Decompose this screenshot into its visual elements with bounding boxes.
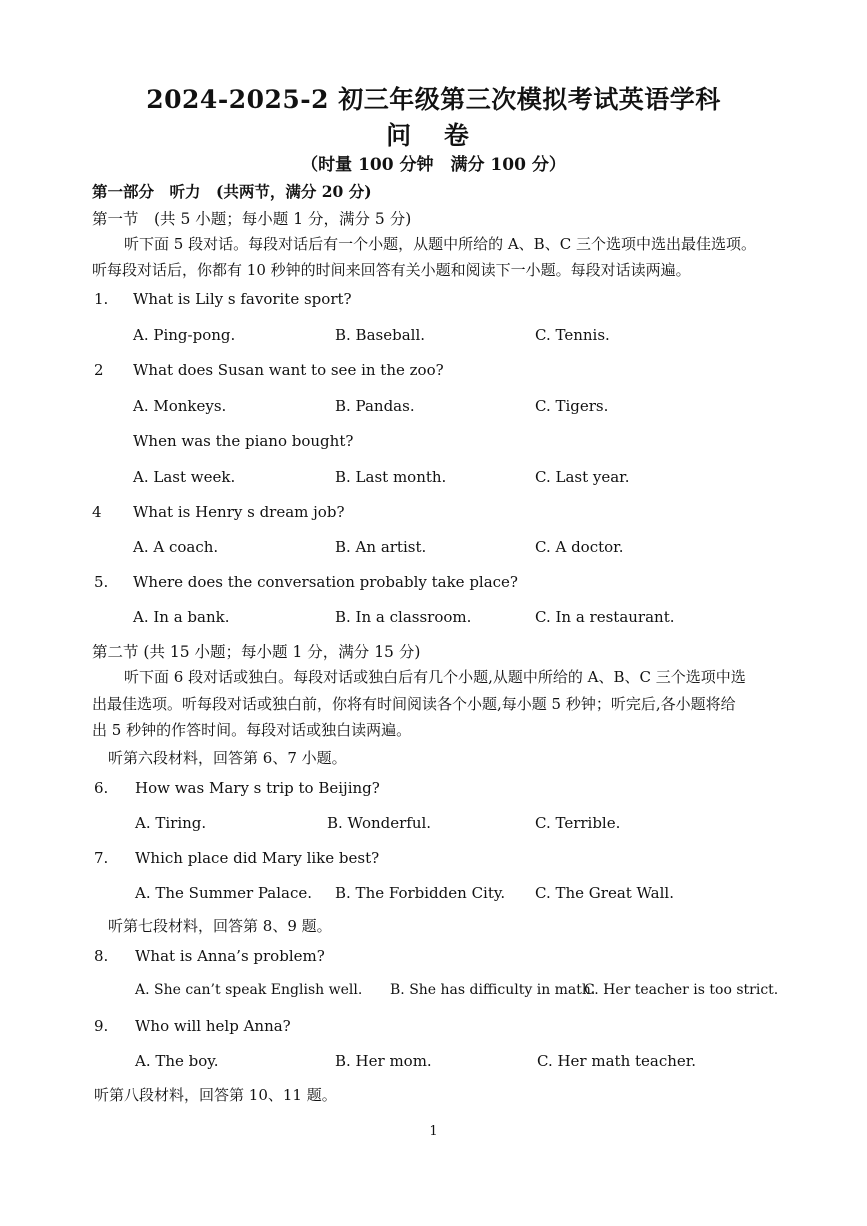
option-a: A. She can’t speak English well. <box>135 982 363 998</box>
page-number: 1 <box>429 1124 438 1139</box>
question-text: Who will help Anna? <box>135 1017 291 1035</box>
option-a: A. A coach. <box>133 538 219 556</box>
question-number: 5. <box>94 573 109 591</box>
option-b: B. Wonderful. <box>327 814 432 832</box>
question-number: 6. <box>94 779 109 797</box>
question-number: 4 <box>92 503 102 521</box>
option-c: C. In a restaurant. <box>535 608 675 626</box>
part1-heading: 第一部分 听力 (共两节，满分 20 分) <box>92 182 372 201</box>
question-text: When was the piano bought? <box>133 432 354 450</box>
option-a: A. The boy. <box>135 1052 219 1070</box>
option-c: C. Her math teacher. <box>537 1052 697 1070</box>
option-b: B. In a classroom. <box>335 608 472 626</box>
material-8-instruction: 听第八段材料，回答第 10、11 题。 <box>94 1086 337 1104</box>
section1-instructions-line1: 听下面 5 段对话。每段对话后有一个小题，从题中所给的 A、B、C 三个选项中选出最佳选项。 <box>124 235 756 253</box>
option-a: A. In a bank. <box>133 608 230 626</box>
material-7-instruction: 听第七段材料，回答第 8、9 题。 <box>108 917 332 935</box>
option-c: C. Terrible. <box>535 814 621 832</box>
option-a: A. Ping-pong. <box>133 326 236 344</box>
option-c: C. The Great Wall. <box>535 884 674 902</box>
exam-title: 2024-2025-2 初三年级第三次模拟考试英语学科 <box>146 85 721 114</box>
option-b: B. She has difficulty in math. <box>390 982 596 998</box>
question-number: 2 <box>94 361 104 379</box>
section1-heading: 第一节 (共 5 小题；每小题 1 分，满分 5 分) <box>92 210 412 228</box>
material-6-instruction: 听第六段材料，回答第 6、7 小题。 <box>108 749 347 767</box>
option-a: A. The Summer Palace. <box>135 884 313 902</box>
option-c: C. Tennis. <box>535 326 610 344</box>
option-a: A. Tiring. <box>135 814 207 832</box>
section2-instructions-line3: 出 5 秒钟的作答时间。每段对话或独白读两遍。 <box>92 721 412 739</box>
option-b: B. Baseball. <box>335 326 426 344</box>
question-text: What does Susan want to see in the zoo? <box>133 361 444 379</box>
option-a: A. Last week. <box>133 468 236 486</box>
option-c: C. Tigers. <box>535 397 609 415</box>
option-b: B. An artist. <box>335 538 427 556</box>
question-text: What is Anna’s problem? <box>135 947 325 965</box>
question-number: 7. <box>94 849 109 867</box>
question-text: Where does the conversation probably take place? <box>133 573 518 591</box>
question-text: What is Henry s dream job? <box>133 503 345 521</box>
option-c: C. A doctor. <box>535 538 624 556</box>
option-a: A. Monkeys. <box>133 397 227 415</box>
option-c: C. Her teacher is too strict. <box>584 982 779 998</box>
section2-heading: 第二节 (共 15 小题；每小题 1 分，满分 15 分) <box>92 643 421 661</box>
section1-instructions-line2: 听每段对话后，你都有 10 秒钟的时间来回答有关小题和阅读下一小题。每段对话读两遍。 <box>92 261 691 279</box>
question-number: 9. <box>94 1017 109 1035</box>
section2-instructions-line2: 出最佳选项。听每段对话或独白前，你将有时间阅读各个小题,每小题 5 秒钟；听完后,各小题将给 <box>92 695 736 713</box>
option-b: B. The Forbidden City. <box>335 884 506 902</box>
option-b: B. Pandas. <box>335 397 415 415</box>
question-text: How was Mary s trip to Beijing? <box>135 779 380 797</box>
section2-instructions-line1: 听下面 6 段对话或独白。每段对话或独白后有几个小题,从题中所给的 A、B、C 三个选项中选 <box>124 668 746 686</box>
option-c: C. Last year. <box>535 468 630 486</box>
question-number: 1. <box>94 290 109 308</box>
question-number: 8. <box>94 947 109 965</box>
option-b: B. Last month. <box>335 468 447 486</box>
option-b: B. Her mom. <box>335 1052 432 1070</box>
paper-subtitle: 问 卷 <box>386 121 481 150</box>
time-and-score: （时量 100 分钟 满分 100 分） <box>301 155 566 175</box>
question-text: Which place did Mary like best? <box>135 849 380 867</box>
question-text: What is Lily s favorite sport? <box>133 290 352 308</box>
